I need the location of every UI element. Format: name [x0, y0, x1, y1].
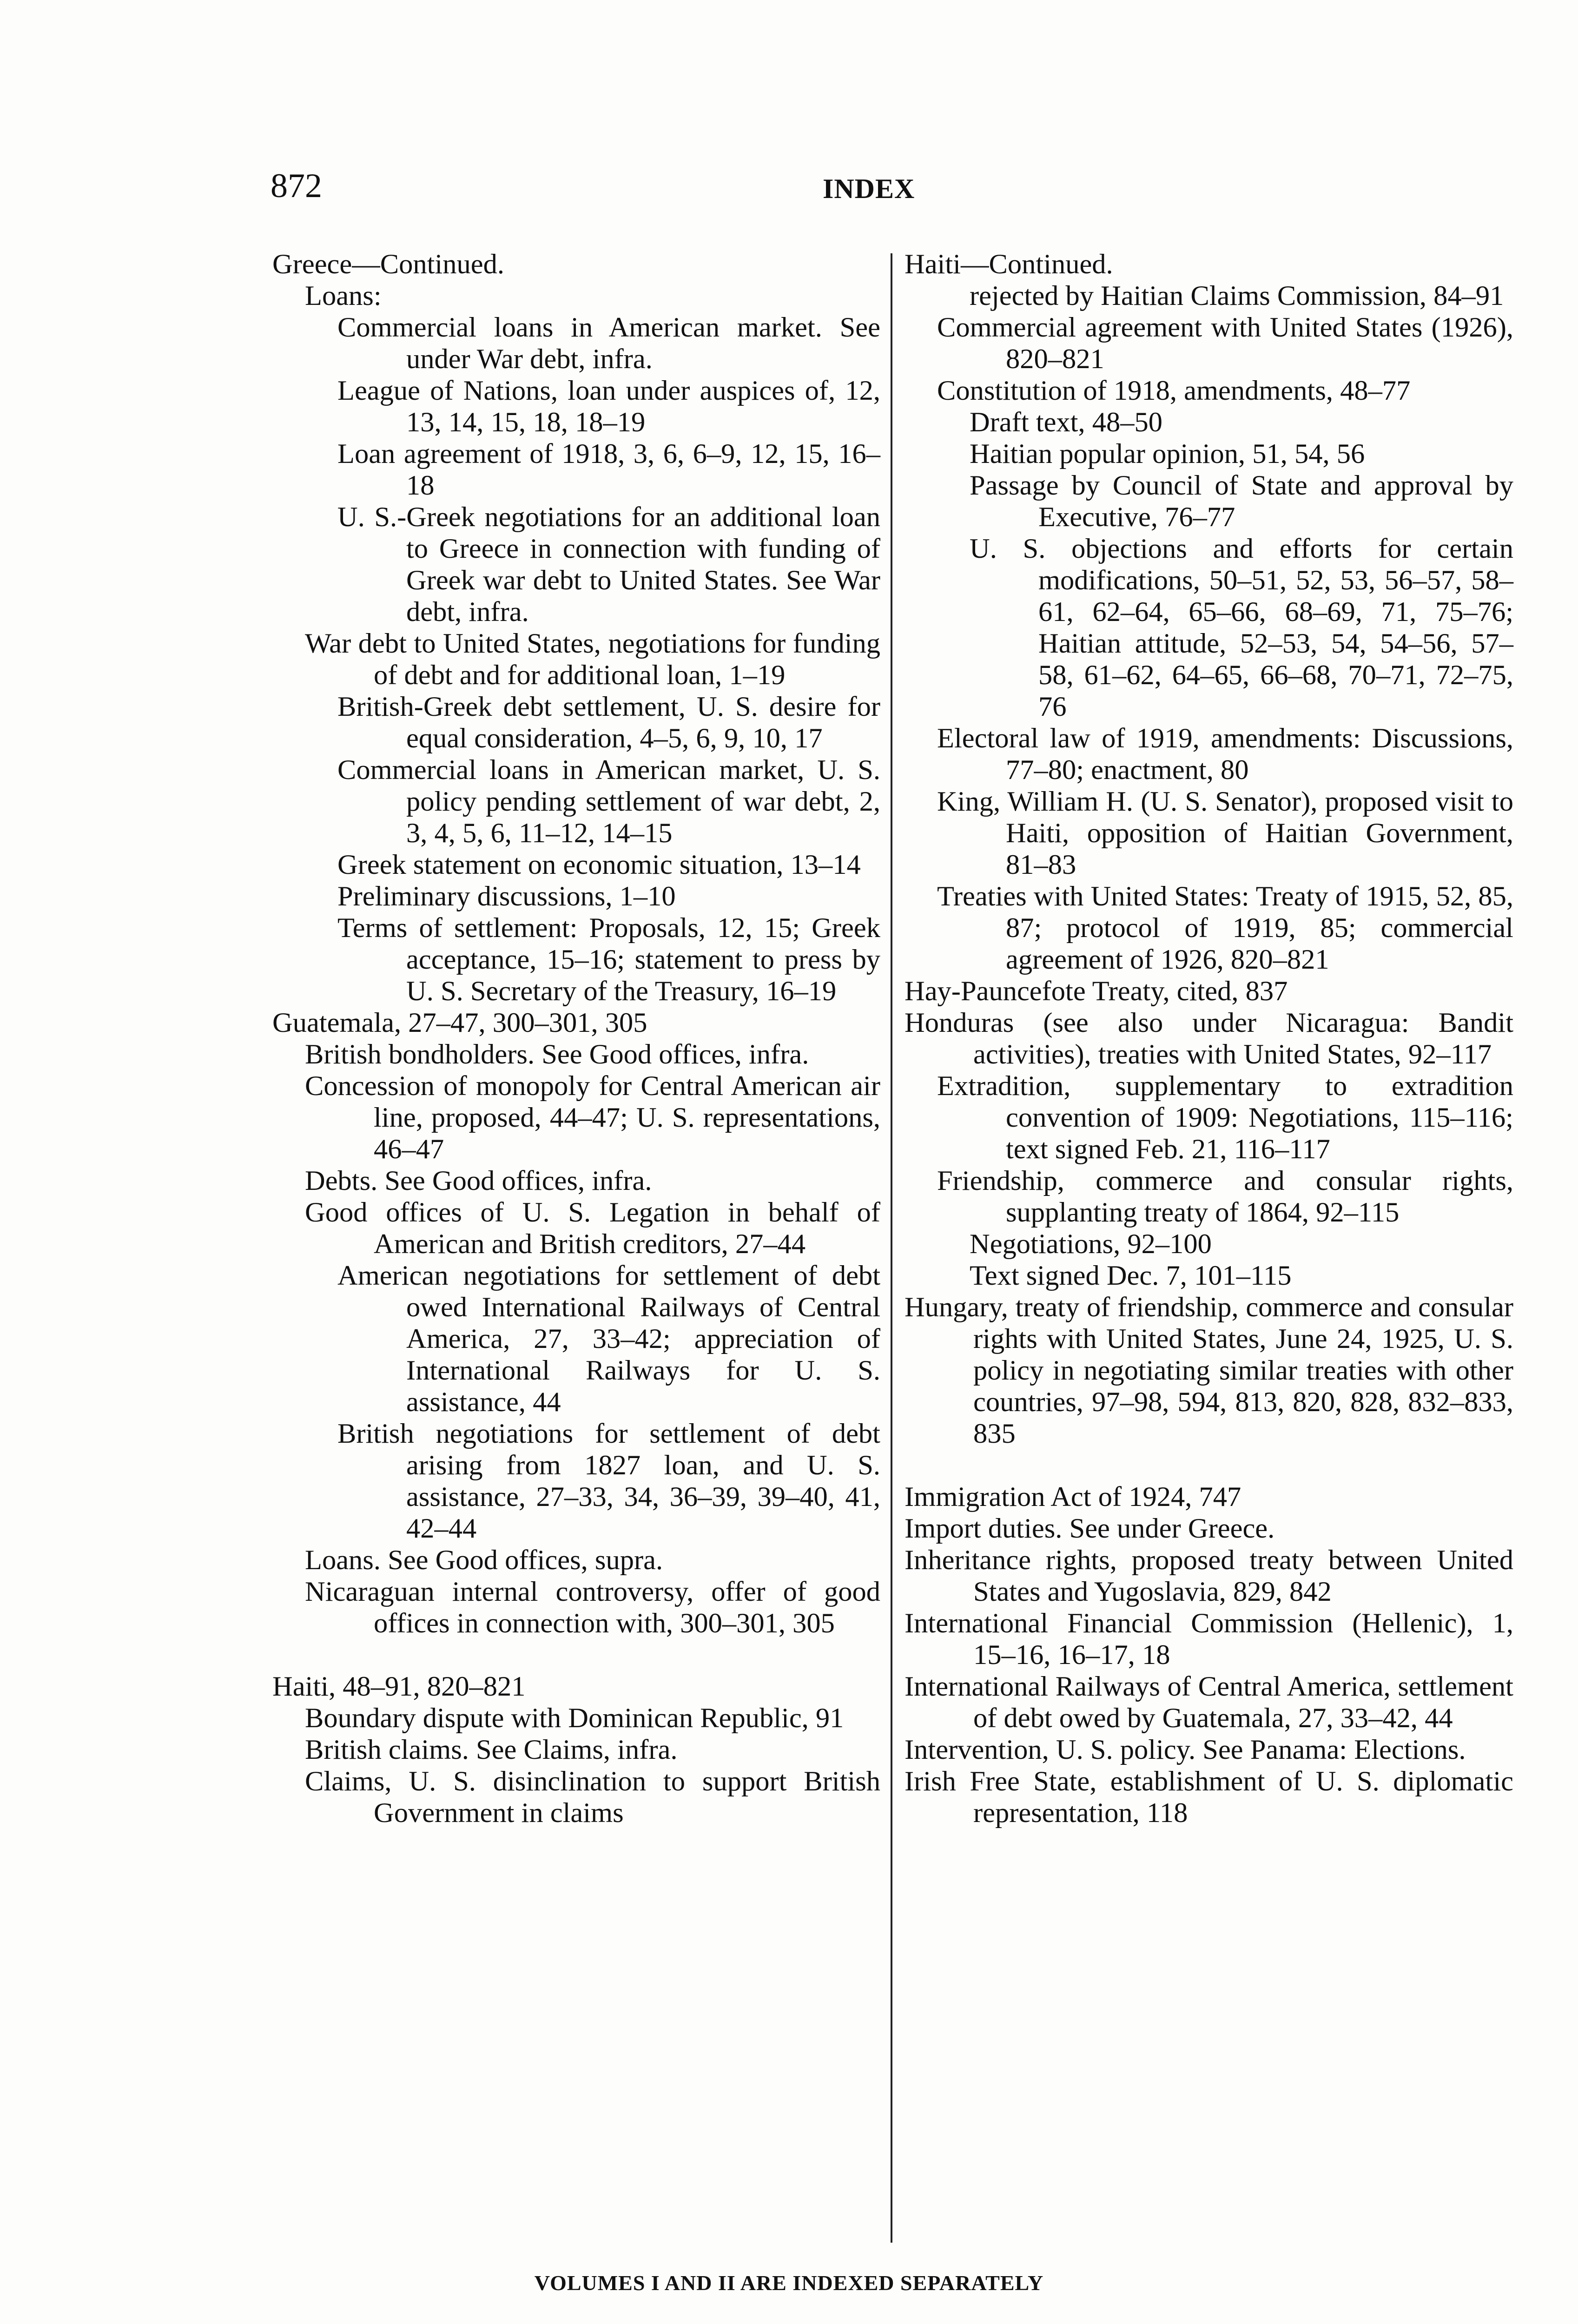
- index-entry: Electoral law of 1919, amendments: Discussions, 77–80; enactment, 80: [937, 723, 1513, 786]
- index-entry: Passage by Council of State and approval by Executive, 76–77: [970, 470, 1513, 533]
- index-entry: Boundary dispute with Dominican Republic, 91: [305, 1703, 844, 1734]
- index-entry: Debts. See Good offices, infra.: [305, 1165, 652, 1196]
- index-entry: Irish Free State, establishment of U. S. diplomatic representation, 118: [905, 1766, 1513, 1829]
- index-entry: Loan agreement of 1918, 3, 6, 6–9, 12, 15, 16–18: [337, 438, 880, 501]
- index-entry: Commercial loans in American market, U. S. policy pending settlement of war debt, 2, 3, 4, 5, 6, 11–12, 14–15: [337, 754, 880, 849]
- index-entry: War debt to United States, negotiations for funding of debt and for additional loan, 1–19: [305, 628, 880, 691]
- index-entry: U. S. objections and efforts for certain modifications, 50–51, 52, 53, 56–57, 58–61, 62–64, 65–66, 68–69, 71, 75–76; Haitian attitude, 52–53, 54, 54–56, 57–58, 61–62, 64–65, 66–68, 70–71, 72–75, 76: [970, 533, 1513, 722]
- index-entry: Intervention, U. S. policy. See Panama: Elections.: [905, 1734, 1466, 1765]
- index-entry: Claims, U. S. disinclination to support British Government in claims: [305, 1766, 880, 1829]
- index-entry: Negotiations, 92–100: [970, 1228, 1212, 1260]
- index-entry: King, William H. (U. S. Senator), proposed visit to Haiti, opposition of Haitian Government, 81–83: [937, 786, 1513, 880]
- running-head: INDEX: [823, 173, 915, 204]
- index-entry: Loans:: [305, 280, 382, 311]
- index-entry: British-Greek debt settlement, U. S. desire for equal consideration, 4–5, 6, 9, 10, 17: [337, 691, 880, 754]
- index-entry: Constitution of 1918, amendments, 48–77: [937, 375, 1411, 406]
- index-column-right: [905, 249, 1513, 1829]
- index-entry: Hay-Pauncefote Treaty, cited, 837: [905, 976, 1288, 1007]
- index-entry: Friendship, commerce and consular rights, supplanting treaty of 1864, 92–115: [937, 1165, 1513, 1228]
- page-number: 872: [271, 167, 322, 205]
- index-entry: Import duties. See under Greece.: [905, 1513, 1275, 1544]
- index-entry: Haiti—Continued.: [905, 249, 1113, 280]
- index-entry: Loans. See Good offices, supra.: [305, 1545, 663, 1576]
- index-column-left: [272, 249, 880, 1829]
- index-entry: Preliminary discussions, 1–10: [337, 881, 676, 912]
- entry-gap: [272, 1639, 880, 1671]
- index-entry: International Railways of Central America, settlement of debt owed by Guatemala, 27, 33–42, 44: [905, 1671, 1513, 1734]
- index-entry: Good offices of U. S. Legation in behalf of American and British creditors, 27–44: [305, 1197, 880, 1260]
- index-entry: Concession of monopoly for Central American air line, proposed, 44–47; U. S. representations, 46–47: [305, 1070, 880, 1165]
- index-entry: Haiti, 48–91, 820–821: [272, 1671, 526, 1702]
- page-footer: VOLUMES I AND II ARE INDEXED SEPARATELY: [534, 2271, 1044, 2295]
- index-entry: Hungary, treaty of friendship, commerce and consular rights with United States, June 24, 1925, U. S. policy in negotiating similar treaties with other countries, 97–98, 594, 813, 820, 828, 832–833, 835: [905, 1292, 1513, 1449]
- index-entry: Guatemala, 27–47, 300–301, 305: [272, 1007, 647, 1038]
- index-entry: Greece—Continued.: [272, 249, 504, 280]
- index-entry: Commercial agreement with United States (1926), 820–821: [937, 312, 1513, 375]
- index-entry: International Financial Commission (Hellenic), 1, 15–16, 16–17, 18: [905, 1608, 1513, 1670]
- index-entry: Draft text, 48–50: [970, 407, 1162, 438]
- index-entry: Haitian popular opinion, 51, 54, 56: [970, 438, 1365, 469]
- index-entry: Immigration Act of 1924, 747: [905, 1481, 1241, 1512]
- index-entry: Nicaraguan internal controversy, offer of good offices in connection with, 300–301, 305: [305, 1576, 880, 1639]
- index-entry: Terms of settlement: Proposals, 12, 15; Greek acceptance, 15–16; statement to press by U. S. Secretary of the Treasury, 16–19: [337, 912, 880, 1007]
- index-entry: Extradition, supplementary to extradition convention of 1909: Negotiations, 115–116; text signed Feb. 21, 116–117: [937, 1070, 1513, 1165]
- index-entry: American negotiations for settlement of debt owed International Railways of Central America, 27, 33–42; appreciation of International Railways for U. S. assistance, 44: [337, 1260, 880, 1418]
- index-entry: League of Nations, loan under auspices of, 12, 13, 14, 15, 18, 18–19: [337, 375, 880, 438]
- index-entry: Text signed Dec. 7, 101–115: [970, 1260, 1292, 1291]
- column-divider: [891, 253, 892, 2243]
- index-entry: Commercial loans in American market. See under War debt, infra.: [337, 312, 880, 375]
- index-entry: British bondholders. See Good offices, infra.: [305, 1039, 809, 1070]
- index-entry: Honduras (see also under Nicaragua: Bandit activities), treaties with United States, 92–117: [905, 1007, 1513, 1070]
- index-entry: British negotiations for settlement of debt arising from 1827 loan, and U. S. assistance, 27–33, 34, 36–39, 39–40, 41, 42–44: [337, 1418, 880, 1544]
- index-entry: rejected by Haitian Claims Commission, 84–91: [970, 280, 1504, 311]
- entry-gap: [905, 1450, 1513, 1481]
- index-entry: U. S.-Greek negotiations for an additional loan to Greece in connection with funding of Greek war debt to United States. See War debt, infra.: [337, 502, 880, 627]
- index-entry: Greek statement on economic situation, 13–14: [337, 849, 861, 880]
- index-entry: Inheritance rights, proposed treaty between United States and Yugoslavia, 829, 842: [905, 1545, 1513, 1607]
- index-entry: British claims. See Claims, infra.: [305, 1734, 678, 1765]
- index-entry: Treaties with United States: Treaty of 1915, 52, 85, 87; protocol of 1919, 85; commercial agreement of 1926, 820–821: [937, 881, 1513, 975]
